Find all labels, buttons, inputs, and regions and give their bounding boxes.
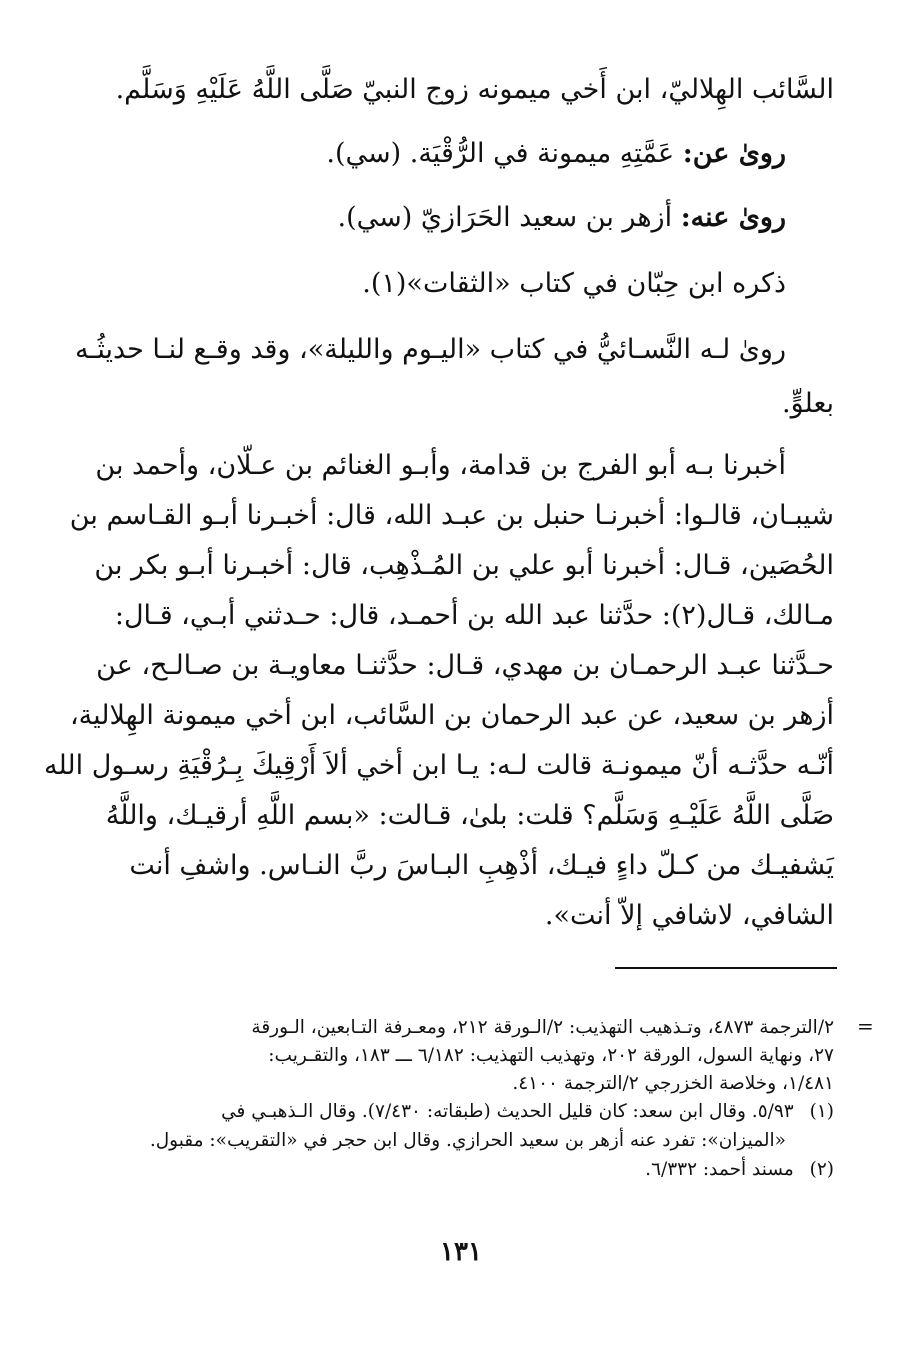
- footnote-1-marker: (١): [809, 1101, 834, 1122]
- riwaya-anhu-text: أزهر بن سعيد الحَرَازيّ (سي).: [337, 202, 673, 233]
- riwaya-anhu-label: روىٰ عنه:: [680, 202, 786, 233]
- hadith-line-9: يَشفيـك من كـلّ داءٍ فيـك، أذْهِبِ البـاسَ ربَّ النـاس. واشفِ أنت: [129, 850, 834, 881]
- nasai-line-2: بعلوٍّ.: [781, 388, 834, 419]
- footnote-2-text: مسند أحمد: ٦/٣٣٢.: [645, 1159, 794, 1180]
- page-number: ١٣١: [440, 1237, 482, 1267]
- hadith-line-5: حـدَّثنا عبـد الرحمـان بن مهدي، قـال: حدَّثنـا معاويـة بن صـالـح، عن: [96, 650, 834, 681]
- footnote-2-line: [134, 1156, 834, 1184]
- footnote-cont-line-2: ٢٧، ونهاية السول، الورقة ٢٠٢، وتهذيب التهذيب: ٦/١٨٢ ـــ ١٨٣، والتقـريب:: [268, 1045, 834, 1066]
- hadith-line-4: مـالك، قـال(٢): حدَّثنا عبد الله بن أحمـد، قال: حـدثني أبـي، قـال:: [114, 600, 834, 631]
- footnote-2-marker: (٢): [809, 1159, 834, 1180]
- hadith-line-10: الشافي، لاشافي إلاّ أنت».: [544, 900, 834, 931]
- footnote-1-line-1: [134, 1098, 834, 1126]
- hadith-line-7: أنّـه حدَّثـه أنّ ميمونـة قالت لـه: يـا ابن أخي ألاَ أَرْقِيكَ بِـرُقْيَةِ رسـول الله: [43, 750, 834, 781]
- nasai-line-1: روىٰ لـه النَّسـائيُّ في كتاب «اليـوم والليلة»، وقد وقـع لنـا حديثُـه: [74, 334, 786, 365]
- hadith-line-1: أخبرنا بـه أبو الفرج بن قدامة، وأبـو الغنائم بن عـلّان، وأحمد بن: [95, 450, 786, 481]
- hadith-line-3: الحُصَين، قـال: أخبرنا أبو علي بن المُـذْهِب، قال: أخبـرنا أبـو بكر بن: [94, 550, 834, 581]
- footnote-cont-line-1: ٢/الترجمة ٤٨٧٣، وتـذهيب التهذيب: ٢/الـورقة ٢١٢، ومعـرفة التـابعين، الـورقة: [251, 1017, 834, 1038]
- riwaya-anhu-line: [134, 198, 834, 238]
- hadith-line-2: شيبـان، قالـوا: أخبرنـا حنبل بن عبـد الله، قال: أخبـرنا أبـو القـاسم بن: [69, 500, 834, 531]
- riwaya-an-line: [134, 134, 834, 174]
- footnote-1-text-1: ٥/٩٣. وقال ابن سعد: كان قليل الحديث (طبقاته: ٧/٤٣٠). وقال الـذهبـي في: [221, 1101, 794, 1122]
- hadith-line-6: أزهر بن سعيد، عن عبد الرحمان بن السَّائب، ابن أخي ميمونة الهِلالية،: [69, 700, 834, 731]
- body-line-1: السَّائب الهِلاليّ، ابن أَخي ميمونه زوج النبيّ صَلَّى اللَّهُ عَلَيْهِ وَسَلَّم.: [115, 74, 834, 105]
- footnote-separator: [615, 967, 837, 969]
- footnote-cont-line-3: ١/٤٨١، وخلاصة الخزرجي ٢/الترجمة ٤١٠٠.: [512, 1073, 834, 1094]
- hadith-line-8: صَلَّى اللَّهُ عَلَيْـهِ وَسَلَّم؟ قلت: بلىٰ، قـالت: «بسم اللَّهِ أرقيـك، واللَّهُ: [105, 800, 834, 831]
- riwaya-an-text: عَمَّتِهِ ميمونة في الرُّقْيَة. (سي).: [326, 138, 675, 169]
- footnote-continuation-mark: =: [857, 1014, 874, 1038]
- footnote-1-line-2: «الميزان»: تفرد عنه أزهر بن سعيد الحرازي. وقال ابن حجر في «التقريب»: مقبول.: [149, 1130, 786, 1151]
- riwaya-an-label: روىٰ عن:: [682, 138, 786, 169]
- thiqat-line: ذكره ابن حِبّان في كتاب «الثقات»(١).: [362, 268, 786, 299]
